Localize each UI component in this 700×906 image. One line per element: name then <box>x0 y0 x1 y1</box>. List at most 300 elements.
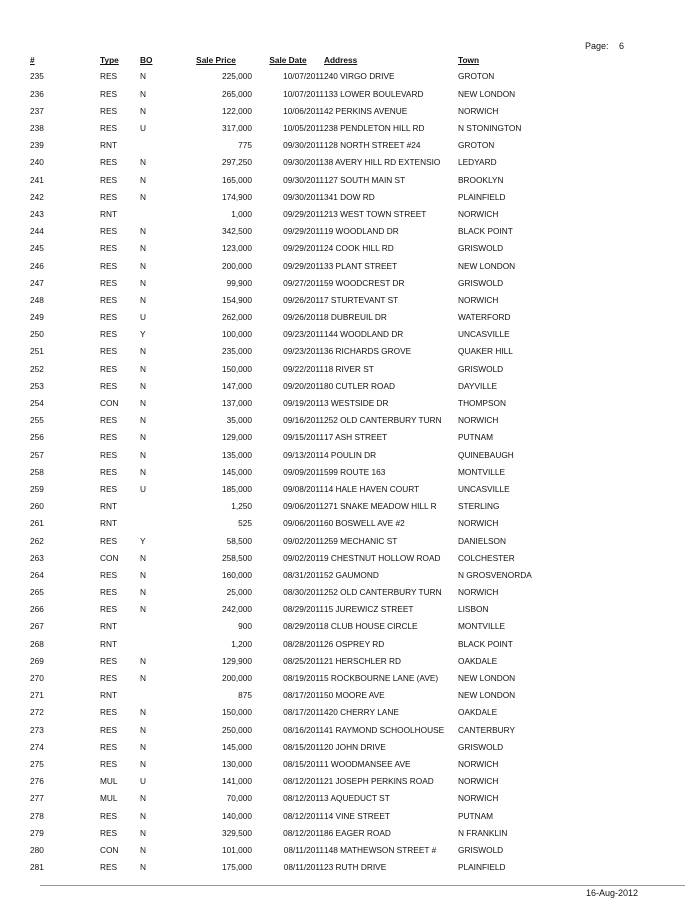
table-row <box>30 584 543 601</box>
property-type-cell: RES <box>100 432 118 443</box>
sale-date-cell: 09/22/2011 <box>283 363 324 374</box>
sale-price-cell: 200,000 <box>222 260 252 271</box>
sale-price-cell: 250,000 <box>222 724 252 735</box>
sale-price-cell: 1,250 <box>231 501 252 512</box>
address-cell: 41 RAYMOND SCHOOLHOUSE <box>324 724 445 735</box>
table-row <box>30 601 543 618</box>
sale-date-cell: 09/30/2011 <box>283 174 324 185</box>
property-type-cell: RES <box>100 260 118 271</box>
town-cell: NEW LONDON <box>458 673 516 683</box>
sale-number-cell: 273 <box>30 724 44 735</box>
address-cell: 271 SNAKE MEADOW HILL R <box>324 501 437 512</box>
address-cell: 341 DOW RD <box>324 191 375 202</box>
sale-number-cell: 248 <box>30 294 44 305</box>
sale-date-cell: 08/29/2011 <box>283 621 324 632</box>
bo-cell: N <box>140 191 146 202</box>
sale-date-cell: 09/30/2011 <box>283 157 324 168</box>
sale-date-cell: 10/06/2011 <box>283 105 324 116</box>
sale-price-cell: 58,500 <box>226 535 252 546</box>
sale-date-cell: 09/06/2011 <box>283 501 324 512</box>
sale-number-cell: 267 <box>30 621 44 632</box>
address-cell: 5 ROCKBOURNE LANE (AVE) <box>324 673 439 683</box>
address-cell: 259 MECHANIC ST <box>324 535 398 546</box>
property-type-cell: RES <box>100 174 118 185</box>
sale-date-cell: 08/31/2011 <box>283 569 324 580</box>
table-row <box>30 738 543 755</box>
sale-price-cell: 145,000 <box>222 741 252 752</box>
table-body <box>30 68 543 876</box>
address-cell: 23 RUTH DRIVE <box>324 862 387 873</box>
address-cell: 1 WOODMANSEE AVE <box>324 758 411 769</box>
column-header-type: Type <box>100 55 119 66</box>
town-cell: GRISWOLD <box>458 243 504 254</box>
table-row <box>30 618 543 635</box>
property-type-cell: RES <box>100 71 118 82</box>
sale-number-cell: 276 <box>30 776 44 787</box>
sale-price-cell: 150,000 <box>222 363 252 374</box>
table-row <box>30 223 543 240</box>
table-row <box>30 515 543 532</box>
town-cell: NEW LONDON <box>458 88 516 99</box>
town-cell: GRISWOLD <box>458 741 504 752</box>
address-cell: 240 VIRGO DRIVE <box>324 71 395 82</box>
sale-date-cell: 08/25/2011 <box>283 655 324 666</box>
bo-cell: N <box>140 432 146 443</box>
table-row <box>30 171 543 188</box>
table-row <box>30 790 543 807</box>
table-row <box>30 120 543 137</box>
table-row <box>30 137 543 154</box>
sale-price-cell: 145,000 <box>222 466 252 477</box>
bo-cell: U <box>140 776 146 787</box>
town-cell: NORWICH <box>458 776 499 787</box>
property-type-cell: CON <box>100 552 119 563</box>
sale-date-cell: 08/12/2011 <box>283 810 324 821</box>
sale-date-cell: 10/07/2011 <box>283 88 324 99</box>
sale-date-cell: 09/23/2011 <box>283 346 324 357</box>
bo-cell: N <box>140 260 146 271</box>
sale-date-cell: 08/15/2011 <box>283 758 324 769</box>
sale-date-cell: 09/20/2011 <box>283 380 324 391</box>
table-row <box>30 687 543 704</box>
bo-cell: N <box>140 741 146 752</box>
bo-cell: N <box>140 380 146 391</box>
bo-cell: N <box>140 398 146 408</box>
bo-cell: N <box>140 604 146 615</box>
sale-price-cell: 101,000 <box>222 844 252 855</box>
sale-price-cell: 174,900 <box>222 191 252 202</box>
sale-price-cell: 100,000 <box>222 329 252 340</box>
table-row <box>30 85 543 102</box>
sale-price-cell: 200,000 <box>222 673 252 683</box>
bo-cell: N <box>140 810 146 821</box>
sale-number-cell: 236 <box>30 88 44 99</box>
town-cell: NORWICH <box>458 105 499 116</box>
sale-number-cell: 269 <box>30 655 44 666</box>
sale-price-cell: 129,900 <box>222 655 252 666</box>
sale-price-cell: 137,000 <box>222 398 252 408</box>
town-cell: GROTON <box>458 140 495 151</box>
sale-number-cell: 240 <box>30 157 44 168</box>
table-row <box>30 773 543 790</box>
bo-cell <box>140 687 180 704</box>
town-cell: THOMPSON <box>458 398 506 408</box>
address-cell: 252 OLD CANTERBURY TURN <box>324 415 442 426</box>
sale-number-cell: 272 <box>30 707 44 718</box>
sale-date-cell: 08/11/2011 <box>283 844 324 855</box>
column-header-sale-price: Sale Price <box>196 55 236 66</box>
town-cell: PUTNAM <box>458 432 494 443</box>
sale-date-cell: 09/16/2011 <box>283 415 324 426</box>
sale-number-cell: 261 <box>30 518 44 529</box>
property-type-cell: RES <box>100 363 118 374</box>
bo-cell: Y <box>140 329 146 340</box>
bo-cell: N <box>140 346 146 357</box>
table-row <box>30 498 543 515</box>
town-cell: GRISWOLD <box>458 363 504 374</box>
property-type-cell: RNT <box>100 501 118 512</box>
property-type-cell: RES <box>100 226 118 237</box>
sale-date-cell: 09/23/2011 <box>283 329 324 340</box>
bo-cell: N <box>140 724 146 735</box>
town-cell: BROOKLYN <box>458 174 504 185</box>
property-type-cell: RES <box>100 741 118 752</box>
table-row <box>30 343 543 360</box>
property-type-cell: RES <box>100 329 118 340</box>
sale-date-cell: 09/15/2011 <box>283 432 324 443</box>
property-type-cell: CON <box>100 844 119 855</box>
table-row <box>30 704 543 721</box>
bo-cell <box>140 515 180 532</box>
sale-price-cell: 150,000 <box>222 707 252 718</box>
sale-number-cell: 262 <box>30 535 44 546</box>
sales-table <box>30 53 543 876</box>
property-type-cell: RES <box>100 449 118 460</box>
bo-cell: U <box>140 312 146 323</box>
address-cell: 128 NORTH STREET #24 <box>324 140 421 151</box>
town-cell: NEW LONDON <box>458 690 516 701</box>
sale-price-cell: 130,000 <box>222 758 252 769</box>
sale-date-cell: 09/13/2011 <box>283 449 324 460</box>
table-row <box>30 670 543 687</box>
town-cell: NORWICH <box>458 415 499 426</box>
sale-number-cell: 250 <box>30 329 44 340</box>
bo-cell: N <box>140 758 146 769</box>
page-label: Page: <box>585 41 609 51</box>
column-header-number: # <box>30 55 35 66</box>
property-type-cell: RNT <box>100 208 118 219</box>
bo-cell: N <box>140 157 146 168</box>
town-cell: NORWICH <box>458 587 499 598</box>
property-type-cell: RES <box>100 707 118 718</box>
sale-date-cell: 09/27/2011 <box>283 277 324 288</box>
town-cell: PUTNAM <box>458 810 494 821</box>
table-row <box>30 377 543 394</box>
address-cell: 8 DUBREUIL DR <box>324 312 387 323</box>
town-cell: BLACK POINT <box>458 638 513 649</box>
table-row <box>30 756 543 773</box>
sale-number-cell: 279 <box>30 827 44 838</box>
sale-number-cell: 249 <box>30 312 44 323</box>
town-cell: LEDYARD <box>458 157 497 168</box>
sale-number-cell: 274 <box>30 741 44 752</box>
sale-price-cell: 525 <box>238 518 252 529</box>
sale-price-cell: 258,500 <box>222 552 252 563</box>
sale-number-cell: 266 <box>30 604 44 615</box>
bo-cell: N <box>140 88 146 99</box>
property-type-cell: RES <box>100 277 118 288</box>
address-cell: 20 JOHN DRIVE <box>324 741 386 752</box>
property-type-cell: RES <box>100 380 118 391</box>
property-type-cell: RNT <box>100 140 118 151</box>
sale-date-cell: 09/30/2011 <box>283 191 324 202</box>
sale-price-cell: 35,000 <box>226 415 252 426</box>
bo-cell: N <box>140 673 146 683</box>
sale-number-cell: 252 <box>30 363 44 374</box>
property-type-cell: RES <box>100 655 118 666</box>
town-cell: GROTON <box>458 71 495 82</box>
sale-price-cell: 317,000 <box>222 123 252 133</box>
sale-number-cell: 259 <box>30 483 44 494</box>
property-type-cell: RES <box>100 243 118 254</box>
sale-number-cell: 235 <box>30 71 44 82</box>
sale-date-cell: 08/11/2011 <box>283 862 324 873</box>
bo-cell: N <box>140 105 146 116</box>
property-type-cell: RES <box>100 466 118 477</box>
table-row <box>30 549 543 566</box>
sale-number-cell: 247 <box>30 277 44 288</box>
sale-number-cell: 270 <box>30 673 44 683</box>
sale-number-cell: 271 <box>30 690 44 701</box>
property-type-cell: RES <box>100 294 118 305</box>
sale-date-cell: 09/29/2011 <box>283 243 324 254</box>
town-cell: NORWICH <box>458 758 499 769</box>
property-type-cell: RES <box>100 483 118 494</box>
address-cell: 17 ASH STREET <box>324 432 388 443</box>
column-header-address: Address <box>324 55 358 66</box>
sale-number-cell: 244 <box>30 226 44 237</box>
sale-number-cell: 258 <box>30 466 44 477</box>
bo-cell: N <box>140 793 146 804</box>
property-type-cell: RES <box>100 569 118 580</box>
town-cell: NORWICH <box>458 518 499 529</box>
address-cell: 42 PERKINS AVENUE <box>324 105 408 116</box>
address-cell: 19 WOODLAND DR <box>324 226 399 237</box>
property-type-cell: RES <box>100 312 118 323</box>
sale-date-cell: 09/08/2011 <box>283 483 324 494</box>
bo-cell: N <box>140 466 146 477</box>
sale-number-cell: 260 <box>30 501 44 512</box>
address-cell: 599 ROUTE 163 <box>324 466 386 477</box>
address-cell: 148 MATHEWSON STREET # <box>324 844 437 855</box>
sale-number-cell: 243 <box>30 208 44 219</box>
table-row <box>30 841 543 858</box>
sale-number-cell: 237 <box>30 105 44 116</box>
address-cell: 59 WOODCREST DR <box>324 277 405 288</box>
bo-cell: N <box>140 226 146 237</box>
footer-divider <box>40 885 685 886</box>
address-cell: 15 JUREWICZ STREET <box>324 604 414 615</box>
bo-cell: N <box>140 415 146 426</box>
address-cell: 3 AQUEDUCT ST <box>324 793 390 804</box>
town-cell: N STONINGTON <box>458 123 522 133</box>
sale-price-cell: 297,250 <box>222 157 252 168</box>
town-cell: BLACK POINT <box>458 226 513 237</box>
sale-price-cell: 147,000 <box>222 380 252 391</box>
sale-price-cell: 160,000 <box>222 569 252 580</box>
town-cell: PLAINFIELD <box>458 862 506 873</box>
sale-number-cell: 241 <box>30 174 44 185</box>
table-row <box>30 206 543 223</box>
property-type-cell: RES <box>100 587 118 598</box>
sale-number-cell: 246 <box>30 260 44 271</box>
property-type-cell: MUL <box>100 776 118 787</box>
property-type-cell: RES <box>100 724 118 735</box>
sale-date-cell: 09/29/2011 <box>283 260 324 271</box>
sale-price-cell: 235,000 <box>222 346 252 357</box>
address-cell: 9 CHESTNUT HOLLOW ROAD <box>324 552 441 563</box>
town-cell: NEW LONDON <box>458 260 516 271</box>
sale-date-cell: 08/12/2011 <box>283 827 324 838</box>
sale-price-cell: 140,000 <box>222 810 252 821</box>
sale-price-cell: 135,000 <box>222 449 252 460</box>
address-cell: 133 LOWER BOULEVARD <box>324 88 424 99</box>
sale-date-cell: 10/05/2011 <box>283 123 324 133</box>
table-row <box>30 412 543 429</box>
bo-cell <box>140 206 180 223</box>
column-header-bo: BO <box>140 55 153 66</box>
sale-date-cell: 10/07/2011 <box>283 71 324 82</box>
town-cell: QUINEBAUGH <box>458 449 514 460</box>
property-type-cell: RES <box>100 123 118 133</box>
sale-number-cell: 265 <box>30 587 44 598</box>
address-cell: 36 RICHARDS GROVE <box>324 346 412 357</box>
sale-number-cell: 256 <box>30 432 44 443</box>
sale-price-cell: 875 <box>238 690 252 701</box>
sale-price-cell: 141,000 <box>222 776 252 787</box>
town-cell: DANIELSON <box>458 535 506 546</box>
address-cell: 21 HERSCHLER RD <box>324 655 401 666</box>
sale-price-cell: 900 <box>238 621 252 632</box>
page-number: 6 <box>619 41 625 51</box>
table-row <box>30 188 543 205</box>
bo-cell: N <box>140 707 146 718</box>
town-cell: NORWICH <box>458 208 499 219</box>
sale-date-cell: 09/02/2011 <box>283 535 324 546</box>
sale-date-cell: 09/29/2011 <box>283 208 324 219</box>
sale-number-cell: 264 <box>30 569 44 580</box>
property-type-cell: RES <box>100 862 118 873</box>
sale-date-cell: 08/12/2011 <box>283 776 324 787</box>
sale-date-cell: 09/02/2011 <box>283 552 324 563</box>
bo-cell <box>140 635 180 652</box>
property-type-cell: RES <box>100 810 118 821</box>
sale-number-cell: 239 <box>30 140 44 151</box>
address-cell: 50 MOORE AVE <box>324 690 385 701</box>
town-cell: PLAINFIELD <box>458 191 506 202</box>
address-cell: 4 POULIN DR <box>324 449 377 460</box>
bo-cell: N <box>140 363 146 374</box>
bo-cell <box>140 618 180 635</box>
property-type-cell: RES <box>100 105 118 116</box>
sale-date-cell: 09/06/2011 <box>283 518 324 529</box>
sale-number-cell: 242 <box>30 191 44 202</box>
bo-cell: N <box>140 277 146 288</box>
property-type-cell: RES <box>100 415 118 426</box>
address-cell: 3 WESTSIDE DR <box>324 398 389 408</box>
sale-number-cell: 257 <box>30 449 44 460</box>
address-cell: 21 JOSEPH PERKINS ROAD <box>324 776 434 787</box>
property-type-cell: RES <box>100 673 118 683</box>
property-type-cell: RES <box>100 88 118 99</box>
table-row <box>30 257 543 274</box>
property-type-cell: MUL <box>100 793 118 804</box>
address-cell: 52 GAUMOND <box>324 569 379 580</box>
sale-date-cell: 09/30/2011 <box>283 140 324 151</box>
table-row <box>30 360 543 377</box>
sale-date-cell: 09/09/2011 <box>283 466 324 477</box>
town-cell: MONTVILLE <box>458 621 506 632</box>
town-cell: STERLING <box>458 501 500 512</box>
address-cell: 80 CUTLER ROAD <box>324 380 396 391</box>
sale-number-cell: 253 <box>30 380 44 391</box>
table-header-row <box>30 53 543 68</box>
address-cell: 213 WEST TOWN STREET <box>324 208 427 219</box>
town-cell: QUAKER HILL <box>458 346 513 357</box>
property-type-cell: RES <box>100 191 118 202</box>
property-type-cell: RNT <box>100 518 118 529</box>
table-row <box>30 326 543 343</box>
property-type-cell: RNT <box>100 690 118 701</box>
address-cell: 252 OLD CANTERBURY TURN <box>324 587 442 598</box>
town-cell: COLCHESTER <box>458 552 515 563</box>
sale-price-cell: 70,000 <box>226 793 252 804</box>
table-row <box>30 859 543 876</box>
bo-cell: N <box>140 569 146 580</box>
column-header-town: Town <box>458 55 480 66</box>
address-cell: 238 PENDLETON HILL RD <box>324 123 425 133</box>
bo-cell: N <box>140 844 146 855</box>
address-cell: 26 OSPREY RD <box>324 638 385 649</box>
property-type-cell: RES <box>100 346 118 357</box>
table-row <box>30 721 543 738</box>
address-cell: 420 CHERRY LANE <box>324 707 399 718</box>
town-cell: MONTVILLE <box>458 466 506 477</box>
address-cell: 144 WOODLAND DR <box>324 329 404 340</box>
property-type-cell: RNT <box>100 638 118 649</box>
address-cell: 14 HALE HAVEN COURT <box>324 483 420 494</box>
table-row <box>30 274 543 291</box>
sale-number-cell: 251 <box>30 346 44 357</box>
town-cell: UNCASVILLE <box>458 329 510 340</box>
bo-cell <box>140 137 180 154</box>
town-cell: GRISWOLD <box>458 844 504 855</box>
town-cell: UNCASVILLE <box>458 483 510 494</box>
sale-date-cell: 09/26/2011 <box>283 312 324 323</box>
sale-number-cell: 254 <box>30 398 44 408</box>
sale-date-cell: 09/19/2011 <box>283 398 324 408</box>
address-cell: 18 RIVER ST <box>324 363 374 374</box>
sale-price-cell: 242,000 <box>222 604 252 615</box>
table-row <box>30 652 543 669</box>
table-row <box>30 102 543 119</box>
bo-cell: N <box>140 862 146 873</box>
sale-number-cell: 245 <box>30 243 44 254</box>
sale-number-cell: 275 <box>30 758 44 769</box>
address-cell: 38 AVERY HILL RD EXTENSIO <box>324 157 441 168</box>
property-type-cell: RES <box>100 604 118 615</box>
property-type-cell: CON <box>100 398 119 408</box>
